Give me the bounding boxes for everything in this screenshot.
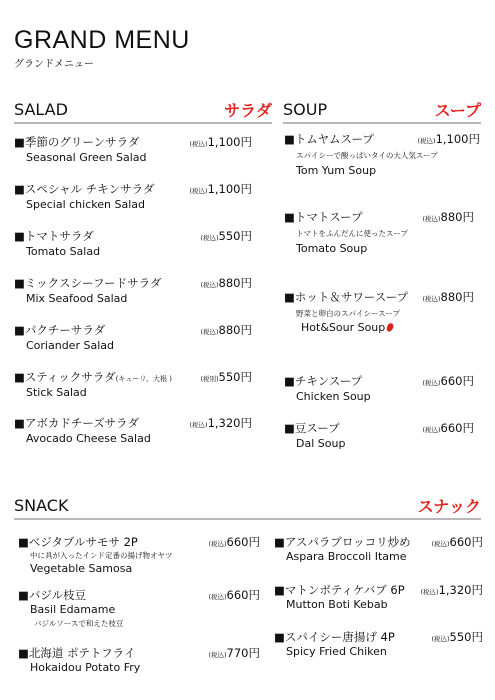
section-header-salad xyxy=(14,100,272,124)
item-name-en: Chicken Soup xyxy=(296,390,371,403)
tax-label: (税込) xyxy=(208,651,227,659)
item-price xyxy=(200,228,252,244)
chili-pepper-icon xyxy=(386,322,395,333)
item-note: (キューリ、大根 ) xyxy=(115,375,172,383)
section-title-jp: サラダ xyxy=(224,101,272,120)
tax-label: (税込) xyxy=(422,379,441,387)
tax-label: (税込) xyxy=(422,215,441,223)
item-name: ■ホット＆サワースープ xyxy=(284,290,409,304)
price-value: 660円 xyxy=(440,374,474,388)
item-name-en: Spicy Fried Chiken xyxy=(286,645,387,658)
price-value: 1,100円 xyxy=(207,182,252,196)
section-divider xyxy=(14,122,272,124)
price-value: 550円 xyxy=(449,630,483,644)
item-name: ■アボカドチーズサラダ xyxy=(14,416,139,430)
item-name-en: Coriander Salad xyxy=(26,339,114,352)
price-value: 1,320円 xyxy=(438,583,483,597)
item-name-text: ■スティックサラダ xyxy=(14,370,116,384)
tax-label: (税込) xyxy=(431,540,450,548)
section-title-jp: スープ xyxy=(434,101,481,120)
tax-label: (税込) xyxy=(200,328,219,336)
item-name: ■トマトスープ xyxy=(284,210,363,224)
item-price xyxy=(208,587,260,603)
item-name: ■パクチーサラダ xyxy=(14,323,106,337)
price-value: 770円 xyxy=(226,646,260,660)
item-price xyxy=(420,582,483,598)
item-name-en: Avocado Cheese Salad xyxy=(26,432,151,445)
tax-label: (税込) xyxy=(208,540,227,548)
price-value: 660円 xyxy=(449,535,483,549)
page-subtitle: グランドメニュー xyxy=(14,59,94,70)
tax-label: (税込) xyxy=(417,137,436,145)
item-price xyxy=(200,275,252,291)
item-name-en: Mutton Boti Kebab xyxy=(286,598,388,611)
tax-label: (税込) xyxy=(189,140,208,148)
item-description: 中に具が入ったインド定番の揚げ物オヤツ xyxy=(30,551,173,560)
item-name-en: Hokaidou Potato Fry xyxy=(30,661,141,674)
section-header-snack xyxy=(14,496,481,520)
price-value: 880円 xyxy=(440,290,474,304)
tax-label: (税込) xyxy=(422,295,441,303)
item-name-en: Mix Seafood Salad xyxy=(26,292,128,305)
item-name-en: Stick Salad xyxy=(26,386,87,399)
tax-label: (税込) xyxy=(431,635,450,643)
item-description: トマトをふんだんに使ったスープ xyxy=(296,229,408,238)
item-name: ■トムヤムスープ xyxy=(284,132,374,146)
price-value: 1,100円 xyxy=(435,132,480,146)
item-name-en: Basil Edamame xyxy=(30,603,116,616)
tax-label: (税込) xyxy=(189,421,208,429)
item-name-en: Tomato Soup xyxy=(296,242,368,255)
tax-label: (税込) xyxy=(420,588,439,596)
item-price xyxy=(200,369,252,385)
item-name-en-text: Hot&Sour Soup xyxy=(301,321,386,334)
price-value: 1,320円 xyxy=(207,416,252,430)
item-price xyxy=(189,415,252,431)
item-price xyxy=(422,289,474,305)
price-value: 880円 xyxy=(440,210,474,224)
item-name: ■トマトサラダ xyxy=(14,229,94,243)
item-description: 野菜と卵白のスパイシースープ xyxy=(296,309,400,318)
section-title-jp: スナック xyxy=(417,497,481,516)
item-price xyxy=(422,420,474,436)
tax-label: (税込) xyxy=(200,234,219,242)
item-name-en: Dal Soup xyxy=(296,437,346,450)
section-divider xyxy=(14,518,481,520)
item-name: ■ベジタブルサモサ 2P xyxy=(18,535,138,549)
item-price xyxy=(189,134,252,150)
item-name: ■北海道 ポテトフライ xyxy=(18,646,136,660)
item-name xyxy=(14,369,172,385)
price-value: 660円 xyxy=(440,421,474,435)
section-title-en: SNACK xyxy=(14,496,69,515)
item-name: ■ミックスシーフードサラダ xyxy=(14,276,162,290)
tax-label: (税込) xyxy=(208,593,227,601)
item-price xyxy=(208,534,260,550)
section-title-en: SALAD xyxy=(14,100,68,119)
item-price xyxy=(200,322,252,338)
section-divider xyxy=(283,122,481,124)
price-value: 550円 xyxy=(218,229,252,243)
item-name: ■スパイシー唐揚げ 4P xyxy=(274,630,395,644)
tax-label: (税込) xyxy=(189,187,208,195)
item-description: スパイシーで酸っぱいタイの大人気スープ xyxy=(296,151,438,160)
page-title: GRAND MENU xyxy=(14,26,190,54)
tax-label: (税込) xyxy=(422,426,441,434)
item-description: バジルソースで和えた枝豆 xyxy=(34,619,124,628)
item-name-en: Aspara Broccoli Itame xyxy=(286,550,407,563)
item-price xyxy=(417,131,480,147)
item-price xyxy=(422,209,474,225)
item-price xyxy=(431,629,483,645)
item-name: ■豆スープ xyxy=(284,421,340,435)
item-price xyxy=(189,181,252,197)
item-name-en xyxy=(301,321,393,334)
item-name-en: Vegetable Samosa xyxy=(30,562,133,575)
item-price xyxy=(208,645,260,661)
item-name: ■アスパラブロッコリ炒め xyxy=(274,535,411,549)
item-price xyxy=(422,373,474,389)
item-name: ■スペシャル チキンサラダ xyxy=(14,182,155,196)
price-value: 660円 xyxy=(226,535,260,549)
price-value: 660円 xyxy=(226,588,260,602)
item-name: ■マトンボティケバブ 6P xyxy=(274,583,405,597)
item-name-en: Tomato Salad xyxy=(26,245,101,258)
tax-label: (税別) xyxy=(200,375,219,383)
price-value: 1,100円 xyxy=(207,135,252,149)
section-header-soup xyxy=(283,100,481,124)
item-name: ■バジル枝豆 xyxy=(18,588,87,602)
price-value: 880円 xyxy=(218,276,252,290)
item-name-en: Tom Yum Soup xyxy=(296,164,377,177)
price-value: 550円 xyxy=(218,370,252,384)
item-price xyxy=(431,534,483,550)
tax-label: (税込) xyxy=(200,281,219,289)
item-name-en: Seasonal Green Salad xyxy=(26,151,147,164)
price-value: 880円 xyxy=(218,323,252,337)
section-title-en: SOUP xyxy=(283,100,328,119)
item-name: ■チキンスープ xyxy=(284,374,363,388)
item-name: ■季節のグリーンサラダ xyxy=(14,135,140,149)
item-name-en: Special chicken Salad xyxy=(26,198,145,211)
